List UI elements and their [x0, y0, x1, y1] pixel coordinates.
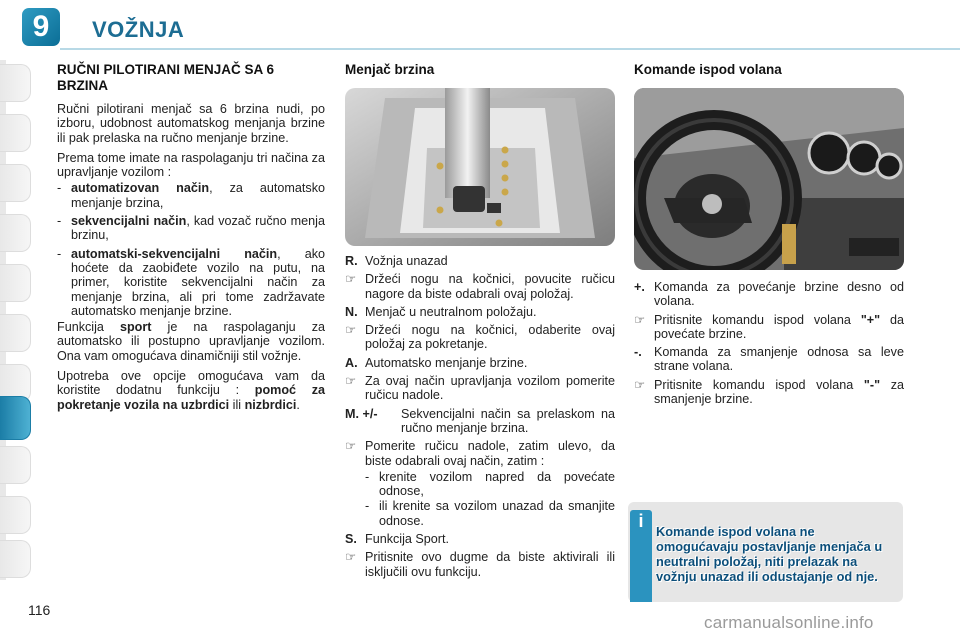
- paragraph: Prema tome imate na raspolaganju tri načina za upravljanje vozilom :: [57, 150, 325, 180]
- paddle-desc: Komanda za povećanje brzine desno od volana.: [654, 280, 904, 309]
- dash: -: [57, 246, 62, 261]
- gear-a: [345, 356, 615, 370]
- dash: -: [57, 181, 62, 196]
- sub-item-text: krenite vozilom napred da povećate odnose,: [379, 469, 615, 499]
- text: Upotreba ove opcije omogućava vam da koristite dodatnu funkciju :: [57, 369, 325, 398]
- dash: -: [365, 499, 370, 514]
- gear-desc: Funkcija Sport.: [365, 532, 449, 547]
- gear-m: [345, 407, 615, 436]
- instruction-text: Držeći nogu na kočnici, povucite ručicu nagore da biste odabrali ovaj položaj.: [365, 272, 615, 301]
- instruction: [345, 272, 615, 301]
- section-title: Komande ispod volana: [634, 62, 782, 77]
- paddle-minus: [634, 345, 904, 374]
- side-tab-6[interactable]: [0, 314, 31, 352]
- list-item: [57, 181, 325, 210]
- dash: -: [365, 469, 370, 484]
- gear-key: N.: [345, 304, 358, 319]
- steering-wheel-illustration: [634, 88, 904, 270]
- instruction: [634, 378, 904, 407]
- paddle-key: -.: [634, 345, 642, 360]
- instruction: [345, 374, 615, 403]
- column-gearbox: [345, 62, 615, 78]
- page-number: 116: [28, 602, 51, 618]
- text: .: [296, 397, 300, 412]
- instruction-text: Pomerite ručicu nadole, zatim ulevo, da biste odabrali ovaj način, zatim :: [365, 439, 615, 468]
- section-title: RUČNI PILOTIRANI MENJAČ SA 6 BRZINA: [57, 62, 275, 93]
- side-tab-3[interactable]: [0, 164, 31, 202]
- text: ili: [232, 397, 242, 412]
- side-tab-active[interactable]: [0, 396, 31, 440]
- side-tab-10[interactable]: [0, 540, 31, 578]
- pointer-icon: ☞: [345, 439, 357, 454]
- term: nizbrdici: [244, 397, 297, 412]
- info-strip: [630, 528, 652, 602]
- paddle-key: +.: [634, 280, 645, 294]
- text: Funkcija: [57, 320, 104, 335]
- gear-list: [345, 254, 615, 583]
- chapter-title: VOŽNJA: [92, 17, 185, 42]
- gear-selector-photo: [345, 88, 615, 246]
- text: je na raspolaganju za automatsko ili postupno upravljanje vozilom. Ona vam omogućava dinamičniji stil vožnje.: [57, 320, 325, 363]
- steering-wheel-photo: [634, 88, 904, 270]
- term: pomoć za pokretanje vozila na uzbrdici: [57, 383, 326, 412]
- steering-list: [634, 280, 904, 410]
- paragraph: Ručni pilotirani menjač sa 6 brzina nudi, po izboru, udobnost automatskog menjanja brzine ili pak prelaska na ručno menjanje brzine.: [57, 102, 325, 145]
- gear-selector-illustration: [345, 88, 615, 246]
- chapter-badge: 9: [22, 8, 60, 46]
- side-tab-4[interactable]: [0, 214, 31, 252]
- section-title: Menjač brzina: [345, 62, 435, 77]
- term: automatski-sekvencijalni način: [71, 246, 278, 261]
- pointer-icon: ☞: [634, 312, 646, 327]
- gear-desc: Automatsko menjanje brzine.: [365, 355, 528, 370]
- gear-r: [345, 254, 615, 268]
- paddle-desc: Komanda za smanjenje odnosa sa leve strane volana.: [654, 345, 904, 374]
- pointer-icon: ☞: [345, 323, 357, 338]
- gear-desc: Menjač u neutralnom položaju.: [365, 304, 537, 319]
- pointer-icon: ☞: [345, 272, 357, 287]
- gear-n: [345, 305, 615, 319]
- paragraph: [57, 320, 325, 363]
- pointer-icon: ☞: [345, 550, 357, 565]
- term: sekvencijalni način: [71, 214, 187, 229]
- list-item: [57, 247, 325, 318]
- instruction-text: Za ovaj način upravljanja vozilom pomerite ručicu nadole.: [365, 374, 615, 403]
- gear-key: M. +/-: [345, 406, 378, 421]
- sub-item: [365, 499, 615, 528]
- term: sport: [119, 320, 152, 335]
- header-rule: [60, 48, 960, 50]
- instruction: [345, 550, 615, 579]
- side-tab-8[interactable]: [0, 446, 31, 484]
- gear-key: S.: [345, 532, 357, 547]
- term-desc: , kad vozač ručno menja brzinu,: [71, 214, 325, 243]
- instruction-text: Pritisnite ovo dugme da biste aktivirali ili isključili ovu funkciju.: [365, 550, 615, 579]
- info-icon: i: [630, 510, 652, 532]
- term-desc: , za automatsko menjanje brzina,: [71, 181, 325, 210]
- column-steering: [634, 62, 904, 78]
- instruction: [634, 313, 904, 342]
- watermark: carmanualsonline.info: [704, 613, 874, 632]
- gear-key: A.: [345, 355, 358, 370]
- side-tab-2[interactable]: [0, 114, 31, 152]
- dash: -: [57, 214, 62, 229]
- list-item: [57, 214, 325, 243]
- gear-key: R.: [345, 254, 358, 268]
- instruction: [345, 323, 615, 352]
- sub-item-text: ili krenite sa vozilom unazad da smanjite odnose.: [379, 499, 615, 528]
- side-tab-1[interactable]: [0, 64, 31, 102]
- info-text: Komande ispod volana ne omogućavaju postavljanje menjača u neutralni položaj, niti prelazak na vožnju unazad ili odustajanje od nje.: [656, 524, 883, 584]
- instruction: [345, 439, 615, 468]
- sub-item: [365, 470, 615, 499]
- pointer-icon: ☞: [345, 374, 357, 389]
- gear-s: [345, 532, 615, 546]
- paragraph: [57, 369, 325, 412]
- instruction-text: Držeći nogu na kočnici, odaberite ovaj položaj za pokretanje.: [365, 323, 615, 352]
- term-desc: , ako hoćete da zaobiđete vozilo na putu, na primer, koristite sekvencijalni način za menjanje brzina, ali pri tome zadržavate automatsko menjanje brzine.: [71, 246, 325, 318]
- instruction-text: Pritisnite komandu ispod volana "+" da povećate brzine.: [654, 312, 904, 341]
- instruction-text: Pritisnite komandu ispod volana "-" za smanjenje brzine.: [654, 377, 905, 407]
- column-intro: [57, 62, 325, 418]
- term: automatizovan način: [71, 181, 210, 196]
- paddle-plus: [634, 280, 904, 309]
- gear-desc: Sekvencijalni način sa prelaskom na ručno menjanje brzina.: [401, 406, 615, 435]
- side-tab-9[interactable]: [0, 496, 31, 534]
- gear-desc: Vožnja unazad: [365, 254, 448, 268]
- pointer-icon: ☞: [634, 377, 646, 392]
- side-tab-5[interactable]: [0, 264, 31, 302]
